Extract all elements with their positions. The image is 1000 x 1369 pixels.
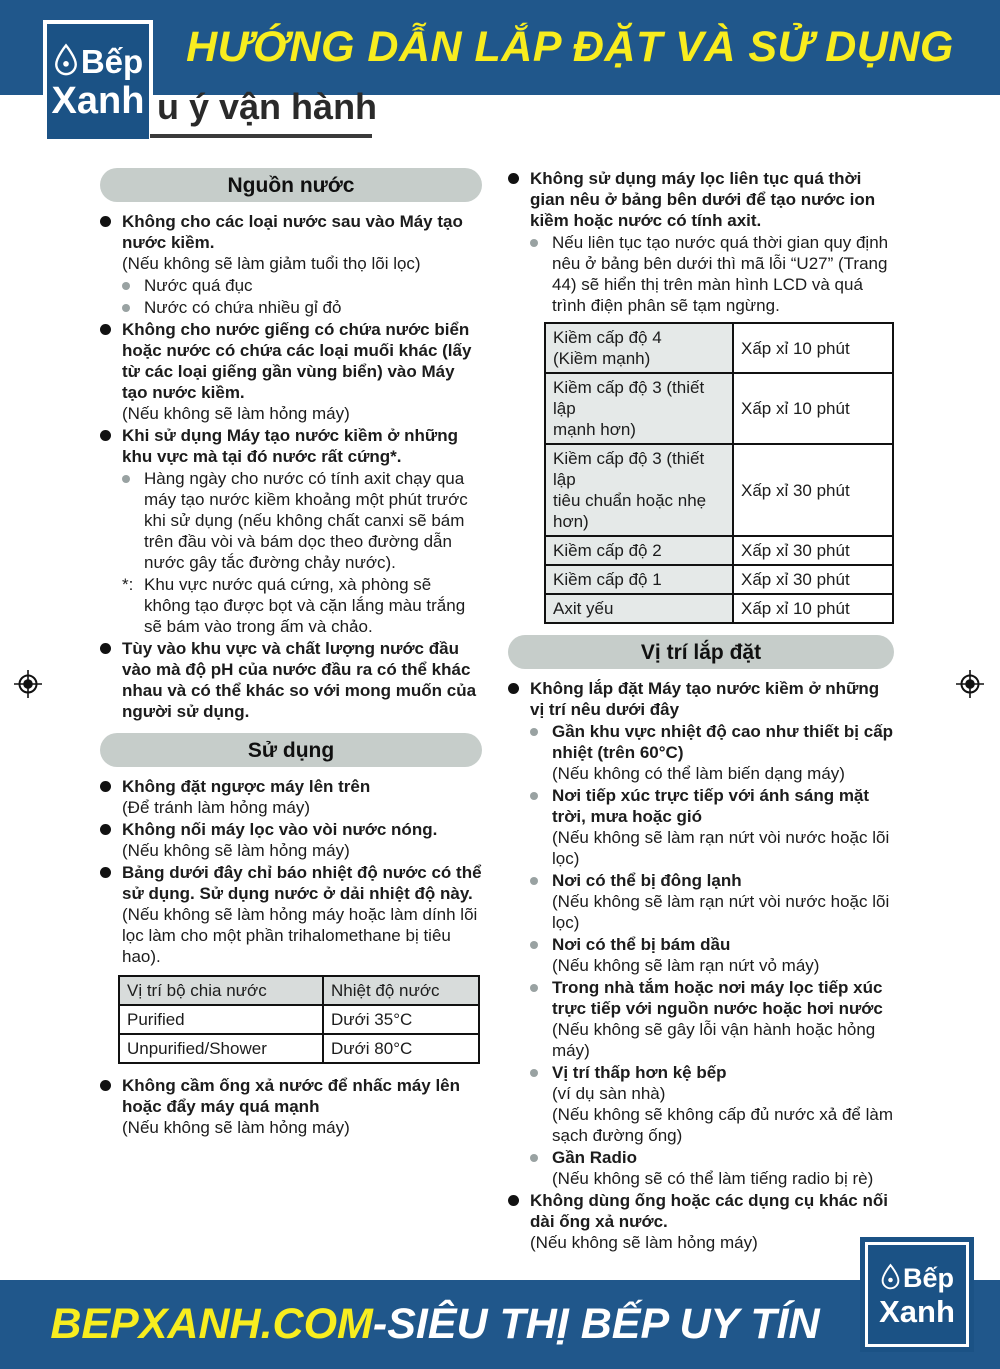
text-line: Gần Radio [552,1148,638,1167]
text-line: Nước có chứa nhiều gỉ đỏ [144,298,342,317]
table-row [545,373,893,444]
bullet-dot [508,1195,519,1206]
text-line: Không cho nước giếng có chứa nước biển hoặc nước có chứa các loại muối khác (lấy từ các loại giếng gần vùng biển) vào Máy tạo nước kiềm. [122,320,472,402]
bullet-dot [530,984,538,992]
table-cell: Xấp xỉ 30 phút [733,536,893,565]
table-cell: Dưới 80°C [323,1034,479,1063]
list-item [100,819,482,861]
sub-bullet-icon [122,275,144,296]
bullet-icon [100,319,122,424]
text-line: Trong nhà tắm hoặc nơi máy lọc tiếp xúc trực tiếp với nguồn nước hoặc hơi nước [552,978,883,1018]
list-item-text [552,977,894,1061]
bepxanh-logo-content [860,1237,974,1352]
table-cell: Unpurified/Shower [119,1034,323,1063]
bullet-icon [508,678,530,720]
list-item-text [122,862,482,967]
registration-mark-icon [14,670,42,698]
electrolysis-time-limit-table [544,322,894,624]
bullet-icon [508,168,530,231]
section-header: Sử dụng [100,733,482,767]
section-header: Nguồn nước [100,168,482,202]
text-line: Nơi có thể bị bám dầu [552,935,731,954]
text-line: (Nếu không sẽ làm hỏng máy) [122,841,350,860]
sub-bullet-icon [530,977,552,1061]
bullet-dot [530,1154,538,1162]
footer-slogan-text: SIÊU THỊ BẾP UY TÍN [387,1300,820,1348]
table-row [545,594,893,623]
table-cell: Kiềm cấp độ 4 (Kiềm mạnh) [545,323,733,373]
list-item [100,468,482,573]
table-cell: Kiềm cấp độ 1 [545,565,733,594]
bepxanh-logo-content [47,24,149,139]
list-item [100,425,482,467]
list-item [100,211,482,274]
logo-word-bep: Bếp [80,43,144,80]
table-row [545,536,893,565]
logo-word-bep: Bếp [902,1262,954,1293]
text-line: Không lắp đặt Máy tạo nước kiềm ở những vị trí nêu dưới đây [530,679,880,719]
bullet-dot [100,824,111,835]
list-item [100,319,482,424]
list-item-text [122,1075,482,1138]
bullet-icon [508,1190,530,1253]
sub-bullet-icon [530,785,552,869]
list-item [508,721,894,784]
bullet-dot [100,781,111,792]
left-column [100,168,482,1139]
bullet-dot [508,683,519,694]
text-line: Tùy vào khu vực và chất lượng nước đầu vào mà độ pH của nước đầu ra có thể khác nhau và có thể khác so với mong muốn của người sử dụng. [122,639,477,721]
list-item-text [552,721,894,784]
sub-bullet-icon [530,870,552,933]
bepxanh-logo-bottom [860,1237,974,1352]
bullet-dot [100,216,111,227]
list-item [100,1075,482,1138]
sub-bullet-icon [530,934,552,976]
list-item [508,1190,894,1253]
footer-separator: - [372,1300,388,1348]
water-divider-temperature-table [118,975,480,1064]
bullet-dot [530,1069,538,1077]
text-line: (Nếu không có thể làm biến dạng máy) [552,764,845,783]
list-item-text [122,776,482,818]
text-line: (Nếu không sẽ làm rạn nứt vòi nước hoặc lõi lọc) [552,892,890,932]
text-line: (Nếu không sẽ làm hỏng máy hoặc làm dính lõi lọc làm cho một phần trihalomethane bị tiêu hao). [122,905,478,966]
bullet-icon [100,819,122,861]
text-line: Khu vực nước quá cứng, xà phòng sẽ không tạo được bọt và cặn lắng màu trắng sẽ bám vào trong ấm và chảo. [144,575,466,636]
list-item-text [122,211,482,274]
list-item [508,977,894,1061]
bullet-dot [100,430,111,441]
sub-bullet-icon [122,468,144,573]
section-header: Vị trí lắp đặt [508,635,894,669]
table-row [545,323,893,373]
bullet-dot [100,1080,111,1091]
list-item-text [144,297,482,318]
list-item-text [122,819,482,861]
list-item-text [552,1147,894,1189]
bullet-icon [100,1075,122,1138]
table-cell: Xấp xỉ 30 phút [733,444,893,536]
logo-word-xanh: Xanh [51,80,145,122]
text-line: (ví dụ sàn nhà) [552,1084,666,1103]
list-item-text [144,468,482,573]
text-line: (Nếu không sẽ có thể làm tiếng radio bị rè) [552,1169,874,1188]
bullet-dot [530,877,538,885]
page-heading: u ý vận hành [157,86,378,127]
registration-mark-icon [956,670,984,698]
bepxanh-logo-top [43,20,153,143]
bullet-icon [100,862,122,967]
table-cell: Xấp xỉ 30 phút [733,565,893,594]
text-line: Bảng dưới đây chỉ báo nhiệt độ nước có thể sử dụng. Sử dụng nước ở dải nhiệt độ này. [122,863,482,903]
table-row [119,1034,479,1063]
list-item [508,168,894,231]
list-item [100,574,482,637]
text-line: Nơi tiếp xúc trực tiếp với ánh sáng mặt trời, mưa hoặc gió [552,786,870,826]
list-item [508,1147,894,1189]
text-line: Không dùng ống hoặc các dụng cụ khác nối dài ống xả nước. [530,1191,888,1231]
list-item-text [122,425,482,467]
bullet-dot [122,282,130,290]
text-line: (Nếu không sẽ làm rạn nứt vỏ máy) [552,956,820,975]
list-item [508,1062,894,1146]
table-cell: Kiềm cấp độ 2 [545,536,733,565]
text-line: (Nếu không sẽ làm giảm tuổi thọ lõi lọc) [122,254,421,273]
table-cell: Xấp xỉ 10 phút [733,594,893,623]
text-line: Nước quá đục [144,276,253,295]
bullet-dot [530,239,538,247]
list-item [508,232,894,316]
table-cell: Nhiệt độ nước [323,976,479,1005]
table-cell: Xấp xỉ 10 phút [733,323,893,373]
list-item-text [530,678,894,720]
sub-bullet-icon [530,1062,552,1146]
text-line: (Nếu không sẽ gây lỗi vận hành hoặc hỏng máy) [552,1020,876,1060]
bullet-dot [100,867,111,878]
table-cell: Dưới 35°C [323,1005,479,1034]
bullet-dot [530,792,538,800]
heading-underline-divider [150,134,372,138]
bullet-icon [100,211,122,274]
list-item [508,785,894,869]
table-cell: Axit yếu [545,594,733,623]
sub-bullet-icon [122,297,144,318]
bullet-dot [100,324,111,335]
sub-bullet-icon [530,1147,552,1189]
bullet-icon [100,638,122,722]
list-item [508,934,894,976]
footer-banner [0,1280,1000,1369]
list-item-text [552,870,894,933]
list-item [100,776,482,818]
table-row [119,976,479,1005]
sub-bullet-icon [530,721,552,784]
footer-slogan [20,1280,850,1369]
bullet-dot [122,304,130,312]
text-line: (Nếu không sẽ làm hỏng máy) [122,1118,350,1137]
list-item [508,870,894,933]
table-cell: Purified [119,1005,323,1034]
logo-word-xanh: Xanh [879,1293,955,1329]
asterisk-marker: *: [122,575,134,594]
bullet-icon [100,776,122,818]
right-column [508,168,894,1254]
text-line: Gần khu vực nhiệt độ cao như thiết bị cấp nhiệt (trên 60°C) [552,722,894,762]
list-item-text [552,934,894,976]
text-line: Không đặt ngược máy lên trên [122,777,371,796]
table-cell: Vị trí bộ chia nước [119,976,323,1005]
bullet-dot [530,941,538,949]
list-item-text [552,1062,894,1146]
list-item [100,275,482,296]
footer-site-name: BEPXANH.COM [50,1300,373,1348]
table-row [545,444,893,536]
water-drop-icon [880,1263,901,1294]
table-cell: Kiềm cấp độ 3 (thiết lập tiêu chuẩn hoặc nhẹ hơn) [545,444,733,536]
text-line: Khi sử dụng Máy tạo nước kiềm ở những khu vực mà tại đó nước rất cứng*. [122,426,458,466]
text-line: Không cho các loại nước sau vào Máy tạo nước kiềm. [122,212,463,252]
bullet-dot [508,173,519,184]
list-item-text [122,319,482,424]
list-item [100,638,482,722]
text-line: Vị trí thấp hơn kệ bếp [552,1063,727,1082]
text-line: (Để tránh làm hỏng máy) [122,798,311,817]
list-item [100,862,482,967]
sub-bullet-icon [530,232,552,316]
text-line: (Nếu không sẽ làm hỏng máy) [530,1233,758,1252]
text-line: Nếu liên tục tạo nước quá thời gian quy định nêu ở bảng bên dưới thì mã lỗi “U27” (Trang 44) sẽ hiển thị trên màn hình LCD và quá trình điện phân sẽ tạm ngừng. [552,233,889,315]
water-drop-icon [53,43,79,80]
page-title: HƯỚNG DẪN LẮP ĐẶT VÀ SỬ DỤNG [186,23,954,71]
table-row [119,1005,479,1034]
list-item-text [530,168,894,231]
text-line: Hàng ngày cho nước có tính axit chạy qua máy tạo nước kiềm khoảng một phút trước khi sử dụng (nếu không chất canxi sẽ bám trên đầu vòi và bám dọc theo đường dẫn nước gây tắc đường chảy nước). [144,469,468,572]
list-item-text [144,574,482,637]
text-line: (Nếu không sẽ làm rạn nứt vòi nước hoặc lõi lọc) [552,828,890,868]
list-item [508,678,894,720]
bullet-icon [100,425,122,467]
text-line: (Nếu không sẽ làm hỏng máy) [122,404,350,423]
bullet-dot [100,643,111,654]
text-line: Nơi có thể bị đông lạnh [552,871,742,890]
text-line: Không nối máy lọc vào vòi nước nóng. [122,820,438,839]
table-cell: Kiềm cấp độ 3 (thiết lập mạnh hơn) [545,373,733,444]
list-item-text [144,275,482,296]
table-row [545,565,893,594]
list-item-text [552,232,894,316]
text-line: Không cầm ống xả nước để nhấc máy lên hoặc đẩy máy quá mạnh [122,1076,461,1116]
text-line: (Nếu không sẽ không cấp đủ nước xả để làm sạch đường ống) [552,1105,894,1145]
list-item-text [552,785,894,869]
bullet-dot [530,728,538,736]
list-item-text [530,1190,894,1253]
list-item [100,297,482,318]
bullet-dot [122,475,130,483]
text-line: Không sử dụng máy lọc liên tục quá thời gian nêu ở bảng bên dưới để tạo nước ion kiềm hoặc nước có tính axit. [530,169,876,230]
table-cell: Xấp xỉ 10 phút [733,373,893,444]
list-item-text [122,638,482,722]
